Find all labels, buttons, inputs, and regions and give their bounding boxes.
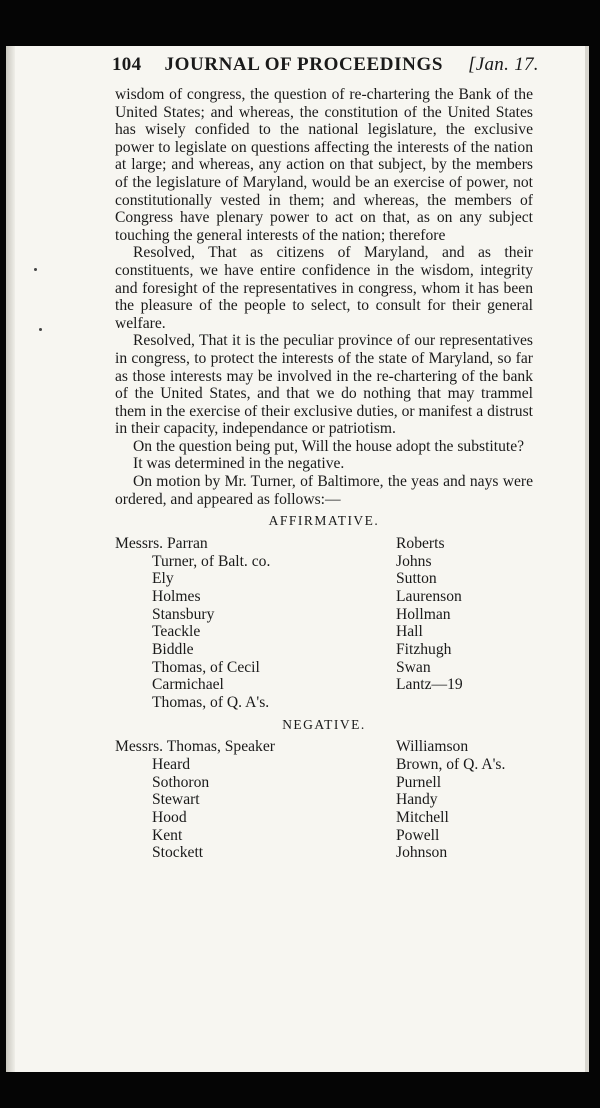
- vote-row: [115, 791, 533, 809]
- member-name-right: [396, 694, 533, 712]
- vote-row: [115, 844, 533, 862]
- member-name-right: Purnell: [396, 773, 442, 791]
- negative-heading: NEGATIVE.: [282, 716, 366, 732]
- paragraph: Resolved, That it is the peculiar province of our representatives in congress, to protect the interests of the state of Maryland, so far as those interests may be involved in the re-chartering of the bank of the United States, and that we do nothing that may trammel them in the exercise of their exclusive duties, or manifest a distrust in their capacity, independance or patriotism.: [115, 332, 533, 438]
- affirmative-vote-table: [115, 535, 533, 712]
- journal-title: JOURNAL OF PROCEEDINGS: [164, 54, 443, 75]
- member-name-right: Swan: [396, 658, 431, 676]
- vote-row: [115, 535, 533, 553]
- member-name-left: Holmes: [152, 587, 201, 605]
- vote-row: [115, 553, 533, 571]
- member-name-left: Hood: [152, 809, 187, 827]
- member-name-left: Heard: [152, 756, 191, 773]
- member-name-left: Stansbury: [152, 605, 215, 623]
- member-name-left: Carmichael: [152, 676, 224, 694]
- member-name-right: Lantz—19: [396, 676, 463, 694]
- member-name-right: Hollman: [396, 605, 451, 623]
- member-name-right: Williamson: [396, 738, 469, 756]
- member-name-right: Fitzhugh: [396, 640, 452, 658]
- member-name-left: Messrs. Parran: [115, 534, 208, 552]
- member-name-right: Handy: [396, 791, 438, 809]
- member-name-right: Brown, of Q. A's.: [396, 756, 506, 773]
- vote-row: [115, 827, 533, 845]
- vote-row: [115, 641, 533, 659]
- ink-speck: [39, 328, 42, 331]
- vote-row: [115, 809, 533, 827]
- page-binding-edge: [6, 46, 15, 1072]
- vote-row: [115, 623, 533, 641]
- member-name-left: Biddle: [152, 640, 194, 658]
- member-name-right: Johns: [396, 552, 432, 570]
- vote-row: [115, 588, 533, 606]
- member-name-left: Messrs. Thomas, Speaker: [115, 738, 275, 756]
- member-name-right: Johnson: [396, 844, 448, 862]
- page-number: 104: [112, 54, 142, 75]
- vote-row: [115, 606, 533, 624]
- paragraph: wisdom of congress, the question of re-chartering the Bank of the United States; and whereas, the constitution of the United States has wisely confided to the national legislature, the exclusive power to legislate on questions affecting the interests of the nation at large; and whereas, any action on that subject, by the members of the legislature of Maryland, would be an exercise of power, not constitutionally vested in them; and whereas, the members of Congress have plenary power to act on that, as on any subject touching the general interests of the nation; therefore: [115, 86, 533, 244]
- vote-row: [115, 570, 533, 588]
- member-name-left: Ely: [152, 570, 174, 588]
- member-name-left: Stockett: [152, 844, 204, 862]
- paragraph: On motion by Mr. Turner, of Baltimore, the yeas and nays were ordered, and appeared as follows:—: [115, 473, 533, 508]
- member-name-right: Hall: [396, 623, 423, 641]
- member-name-right: Powell: [396, 826, 440, 844]
- member-name-right: Mitchell: [396, 809, 449, 827]
- negative-vote-table: [115, 738, 533, 862]
- vote-row: [115, 676, 533, 694]
- vote-row: [115, 738, 533, 756]
- ink-speck: [34, 268, 37, 271]
- member-name-left: Thomas, of Cecil: [152, 658, 260, 676]
- header-date: [Jan. 17.: [468, 54, 539, 75]
- member-name-left: Sothoron: [152, 773, 210, 791]
- member-name-left: Kent: [152, 826, 183, 844]
- running-header: [112, 54, 539, 76]
- vote-row: [115, 694, 533, 712]
- vote-row: [115, 659, 533, 677]
- vote-row: [115, 756, 533, 774]
- member-name-right: Roberts: [396, 534, 445, 552]
- page-right-edge: [585, 46, 589, 1072]
- member-name-left: Turner, of Balt. co.: [152, 552, 271, 570]
- paragraph: Resolved, That as citizens of Maryland, and as their constituents, we have entire confidence in the wisdom, integrity and foresight of the representatives in congress, whom it has been the pleasure of the people to select, to consult for their general welfare.: [115, 244, 533, 332]
- affirmative-heading: AFFIRMATIVE.: [268, 513, 380, 529]
- member-name-left: Thomas, of Q. A's.: [152, 694, 270, 712]
- vote-row: [115, 774, 533, 792]
- member-name-right: Sutton: [396, 570, 437, 588]
- member-name-right: Laurenson: [396, 587, 462, 605]
- member-name-left: Stewart: [152, 791, 200, 809]
- page-body: [115, 86, 533, 862]
- member-name-left: Teackle: [152, 623, 201, 641]
- paragraph: It was determined in the negative.: [133, 455, 345, 473]
- paragraph: On the question being put, Will the house adopt the substitute?: [133, 437, 525, 455]
